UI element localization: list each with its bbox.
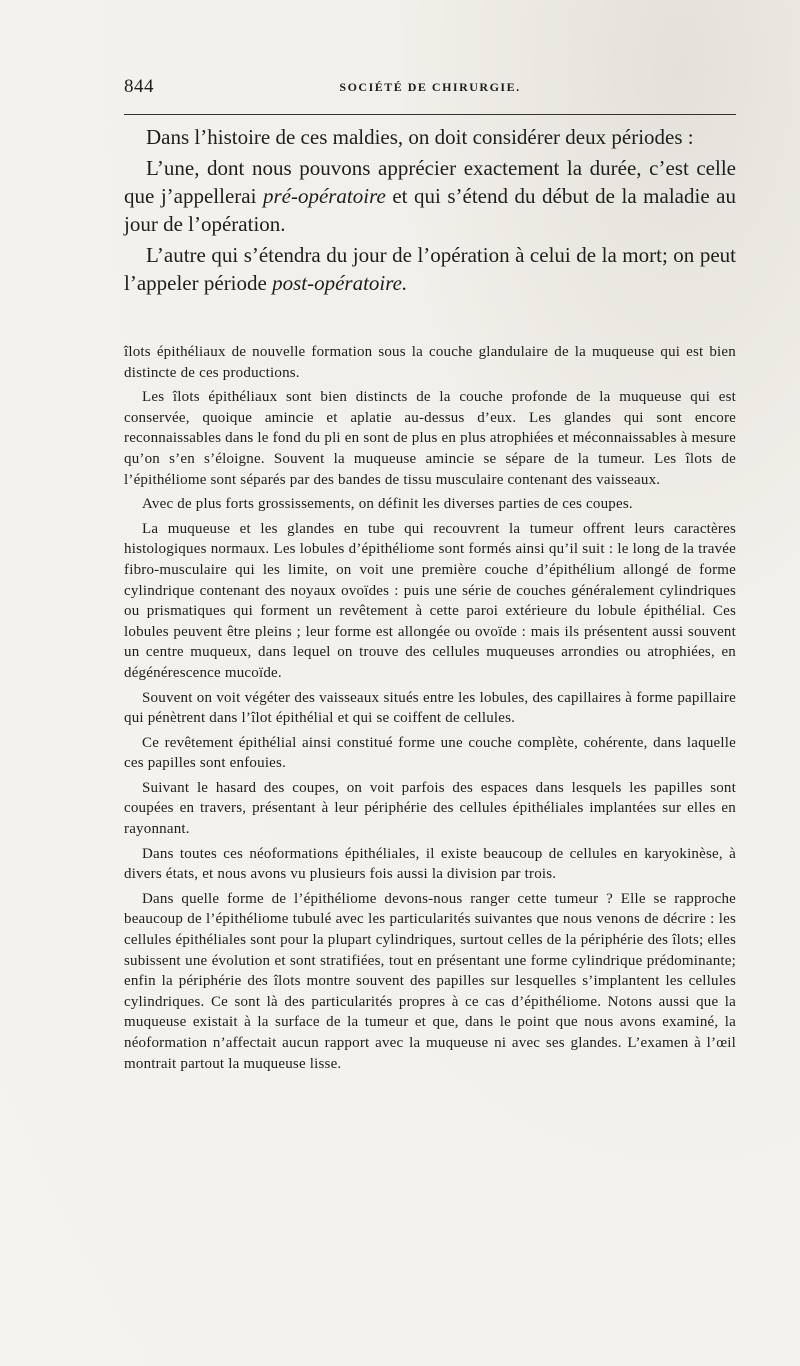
page-number: 844	[124, 76, 154, 97]
intro-text: L’autre qui s’étendra du jour de l’opération à celui de la mort; on peut l’appeler période	[124, 243, 736, 295]
body-paragraph: Les îlots épithéliaux sont bien distincts de la couche profonde de la muqueuse qui est conservée, quoique amincie et aplatie au-dessus d’eux. Les glandes qui sont encore reconnaissables dans le fond du pli en sont de plus en plus atrophiées et méconnaissables à mesure qu’on s’en s’éloigne. Souvent la muqueuse amincie se sépare de la tumeur. Les îlots de l’épithéliome sont séparés par des bandes de tissu musculaire contenant des vaisseaux.	[124, 389, 736, 488]
body-paragraph: îlots épithéliaux de nouvelle formation sous la couche glandulaire de la muqueuse qui est bien distincte de ces productions.	[124, 344, 736, 381]
body-paragraph: Avec de plus forts grossissements, on définit les diverses parties de ces coupes.	[142, 496, 633, 513]
intro-paragraph	[124, 241, 736, 297]
intro-text: L’une, dont nous pouvons apprécier exactement la durée, c’est celle que j’appellerai	[124, 156, 736, 208]
intro-section	[124, 123, 736, 297]
body-section	[124, 342, 736, 1074]
intro-paragraph	[124, 154, 736, 238]
page-header	[124, 76, 736, 102]
body-paragraph: Souvent on voit végéter des vaisseaux situés entre les lobules, des capillaires à forme papillaire qui pénètrent dans l’îlot épithélial et qui se coiffent de cellules.	[124, 689, 736, 727]
body-paragraph: La muqueuse et les glandes en tube qui recouvrent la tumeur offrent leurs caractères histologiques normaux. Les lobules d’épithéliome sont formés ainsi qu’il suit : le long de la travée fibro-musculaire qui les limite, on voit une première couche d’épithélium allongé de forme cylindrique contenant des noyaux ovoïdes : puis une série de couches généralement cylindriques ou prismatiques qui forment un revêtement à cette paroi extérieure du lobule épithélial. Ces lobules peuvent être pleins ; leur forme est allongée ou ovoïde : mais ils présentent aussi souvent un centre muqueux, dans lequel on trouve des cellules muqueuses arrondies ou atrophiées, en dégénérescence mucoïde.	[124, 520, 736, 681]
intro-text: et qui s’étend du début de la maladie au jour de l’opération.	[124, 184, 736, 236]
body-paragraph: Ce revêtement épithélial ainsi constitué forme une couche complète, cohérente, dans laquelle ces papilles sont enfouies.	[124, 734, 736, 772]
body-paragraph: Suivant le hasard des coupes, on voit parfois des espaces dans lesquels les papilles sont coupées en travers, présentant à leur périphérie des cellules épithéliales implantées sur elles en rayonnant.	[124, 779, 736, 838]
running-head: SOCIÉTÉ DE CHIRURGIE.	[339, 80, 521, 94]
italic-term: pré-opératoire	[262, 184, 386, 208]
header-rule	[124, 114, 736, 115]
intro-paragraph: Dans l’histoire de ces maldies, on doit considérer deux périodes :	[146, 125, 694, 149]
body-paragraph: Dans toutes ces néoformations épithéliales, il existe beaucoup de cellules en karyokinèse, à divers états, et nous avons vu plusieurs fois aussi la division par trois.	[124, 845, 736, 883]
body-paragraph: Dans quelle forme de l’épithéliome devons-nous ranger cette tumeur ? Elle se rapproche beaucoup de l’épithéliome tubulé avec les particularités suivantes que nous venons de décrire : les cellules épithéliales sont pour la plupart cylindriques, surtout celles de la périphérie des îlots; elles subissent une évolution et sont stratifiées, tout en présentant une forme cylindrique prédominante; enfin la périphérie des îlots montre souvent des papilles sur lesquelles s’implantent les cellules cylindriques. Ce sont là des particularités propres à ce cas d’épithéliome. Notons aussi que la muqueuse existait à la surface de la tumeur et que, dans le point que nous avons examiné, la néoformation n’affectait aucun rapport avec la muqueuse ni avec ses glandes. L’examen à l’œil montrait partout la muqueuse lisse.	[124, 890, 736, 1072]
italic-term: post-opératoire.	[272, 271, 408, 295]
